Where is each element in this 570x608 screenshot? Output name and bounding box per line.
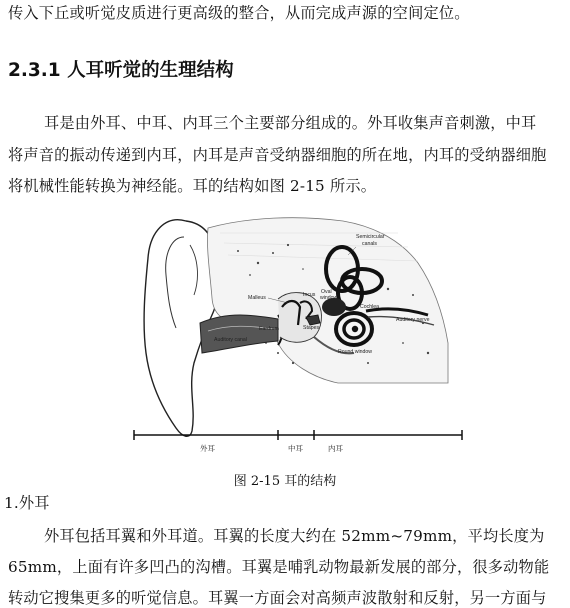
body-text-line: 传入下丘或听觉皮质进行更高级的整合，从而完成声源的空间定位。 <box>8 4 470 22</box>
body-text-line: 耳是由外耳、中耳、内耳三个主要部分组成的。外耳收集声音刺激，中耳 <box>44 114 537 132</box>
body-text-line: 65mm，上面有许多凹凸的沟槽。耳翼是哺乳动物最新发展的部分，很多动物能 <box>8 558 550 576</box>
subsection-title: 1.外耳 <box>4 494 50 512</box>
label-auditory-canal: Auditory canal <box>214 337 247 343</box>
label-oval: Oval <box>321 289 332 295</box>
body-text-line: 将机械性能转换为神经能。耳的结构如图 2-15 所示。 <box>8 177 377 195</box>
body-text-line: 外耳包括耳翼和外耳道。耳翼的长度大约在 52mm~79mm，平均长度为 <box>44 527 545 545</box>
ear-diagram <box>128 203 468 458</box>
label-eardrum: Eardrum <box>259 326 279 332</box>
label-window: window <box>320 295 338 301</box>
label-malleus: Malleus <box>248 295 266 301</box>
segment-middle-ear: 中耳 <box>288 444 303 453</box>
body-text-line: 将声音的振动传递到内耳，内耳是声音受纳器细胞的所在地，内耳的受纳器细胞 <box>8 146 547 164</box>
segment-outer-ear: 外耳 <box>200 444 215 453</box>
label-round-window: Round window <box>338 349 373 355</box>
body-text-line: 转动它搜集更多的听觉信息。耳翼一方面会对高频声波散射和反射，另一方面与 <box>8 589 547 607</box>
label-auditory-nerve: Auditory nerve <box>396 317 430 323</box>
label-semicircular: Semicircular <box>356 234 385 240</box>
label-incus: Incus <box>303 292 316 298</box>
label-canals: canals <box>362 241 377 247</box>
figure-caption: 图 2-15 耳的结构 <box>233 474 337 489</box>
section-heading: 2.3.1 人耳听觉的生理结构 <box>8 60 234 81</box>
ear-structure-figure <box>128 203 468 458</box>
segment-inner-ear: 内耳 <box>328 444 343 453</box>
label-stapes: Stapes <box>303 325 320 331</box>
label-cochlea: Cochlea <box>360 304 380 310</box>
